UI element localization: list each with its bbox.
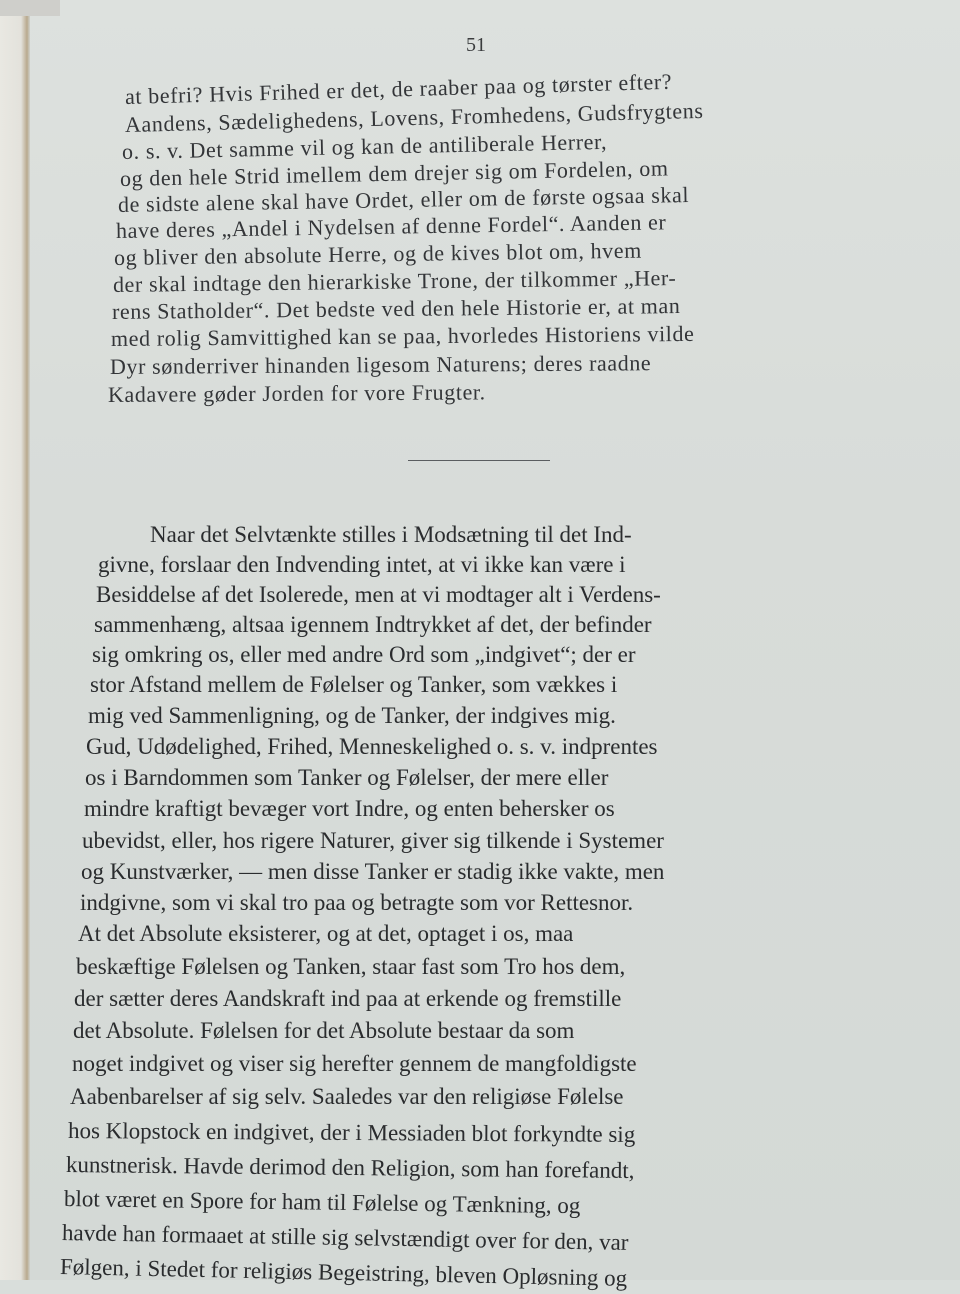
text-line: mindre kraftigt bevæger vort Indre, og enten behersker os xyxy=(84,796,615,821)
text-line: noget indgivet og viser sig herefter gennem de mangfoldigste xyxy=(72,1051,637,1076)
text-line: have deres „Andel i Nydelsen af denne Fordel“. Aanden er xyxy=(115,209,667,243)
text-line: med rolig Samvittighed kan se paa, hvorledes Historiens vilde xyxy=(110,320,695,351)
book-gutter xyxy=(0,0,30,1280)
text-line: Naar det Selvtænkte stilles i Modsætning til det Ind- xyxy=(150,522,632,547)
text-line: o. s. v. Det samme vil og kan de antiliberale Herrer, xyxy=(121,128,608,164)
text-line: os i Barndommen som Tanker og Følelser, der mere eller xyxy=(85,765,609,790)
text-line: og bliver den absolute Herre, og de kives blot om, hvem xyxy=(113,237,643,270)
page-number: 51 xyxy=(466,34,486,56)
text-line: ubevidst, eller, hos rigere Naturer, giver sig tilkende i Systemer xyxy=(82,828,664,853)
text-line: Aabenbarelser af sig selv. Saaledes var den religiøse Følelse xyxy=(70,1084,624,1109)
text-line: sammenhæng, altsaa igennem Indtrykket af det, der befinder xyxy=(94,612,652,637)
text-line: blot været en Spore for ham til Følelse og Tænkning, og xyxy=(63,1186,581,1219)
text-line: der sætter deres Aandskraft ind paa at erkende og fremstille xyxy=(74,986,622,1011)
page-edge xyxy=(0,0,60,16)
text-line: Dyr sønderriver hinanden ligesom Naturens; deres raadne xyxy=(109,350,652,379)
text-line: sig omkring os, eller med andre Ord som „indgivet“; der er xyxy=(92,642,636,667)
text-line: kunstnerisk. Havde derimod den Religion, som han forefandt, xyxy=(65,1152,635,1183)
text-line: Gud, Udødelighed, Frihed, Menneskelighed o. s. v. indprentes xyxy=(86,734,658,759)
text-line: det Absolute. Følelsen for det Absolute bestaar da som xyxy=(73,1018,575,1043)
section-rule xyxy=(408,460,550,461)
text-line: der skal indtage den hierarkiske Trone, der tilkommer „Her- xyxy=(112,265,677,297)
text-line: At det Absolute eksisterer, og at det, optaget i os, maa xyxy=(78,921,574,946)
text-line: Aandens, Sædelighedens, Lovens, Fromhedens, Gudsfrygtens xyxy=(124,97,704,137)
text-line: indgivne, som vi skal tro paa og betragte som vor Rettesnor. xyxy=(80,890,634,915)
text-line: og den hele Strid imellem dem drejer sig om Fordelen, om xyxy=(119,155,669,191)
text-line: havde han formaaet at stille sig selvstændigt over for den, var xyxy=(61,1220,629,1255)
text-line: beskæftige Følelsen og Tanken, staar fast som Tro hos dem, xyxy=(76,954,626,979)
text-line: givne, forslaar den Indvending intet, at vi ikke kan være i xyxy=(98,552,626,577)
text-line: hos Klopstock en indgivet, der i Messiaden blot forkyndte sig xyxy=(67,1118,636,1147)
text-line: Besiddelse af det Isolerede, men at vi modtager alt i Verdens- xyxy=(96,582,661,607)
text-line: stor Afstand mellem de Følelser og Tanker, som vækkes i xyxy=(90,672,618,697)
text-line: Følgen, i Stedet for religiøs Begeistring, bleven Opløsning og xyxy=(59,1254,628,1291)
text-line: mig ved Sammenligning, og de Tanker, der indgives mig. xyxy=(88,703,616,728)
text-line: de sidste alene skal have Ordet, eller om de første ogsaa skal xyxy=(117,182,690,217)
text-line: og Kunstværker, — men disse Tanker er stadig ikke vakte, men xyxy=(81,859,665,884)
text-line: rens Statholder“. Det bedste ved den hele Historie er, at man xyxy=(111,293,681,324)
text-line: at befri? Hvis Frihed er det, de raaber paa og tørster efter? xyxy=(124,68,673,109)
text-line: Kadavere gøder Jorden for vore Frugter. xyxy=(107,379,486,407)
